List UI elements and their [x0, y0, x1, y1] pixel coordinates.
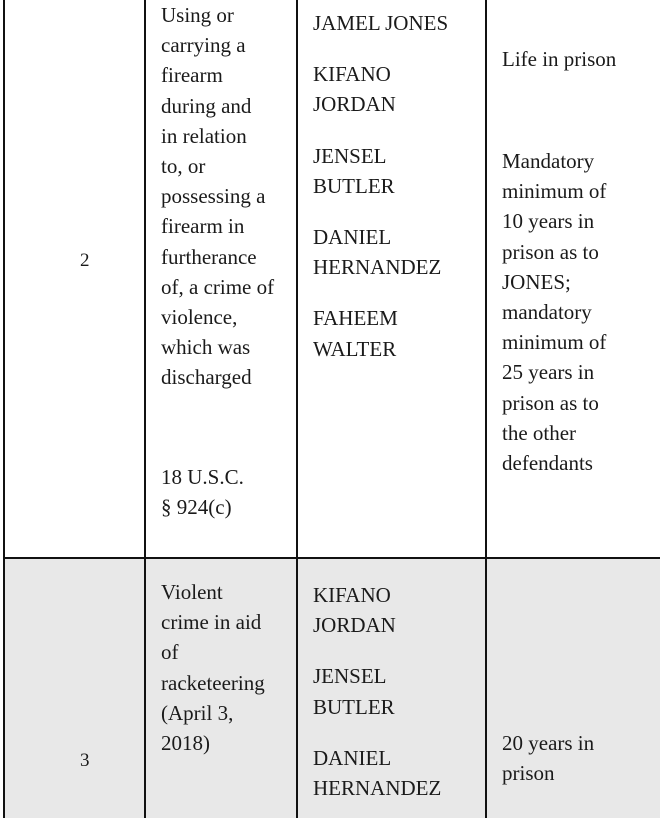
charge-line: crime in aid	[161, 610, 262, 635]
charge-line: firearm	[161, 63, 223, 88]
min-penalty	[502, 146, 657, 478]
charge-line: possessing a	[161, 184, 266, 209]
count-number: 2	[80, 250, 90, 271]
charge-line: during and	[161, 93, 252, 118]
defendant-name: BUTLER	[313, 173, 395, 198]
charge-line: of, a crime of	[161, 274, 275, 299]
defendant-name: DANIEL	[313, 225, 392, 250]
row-divider	[3, 557, 660, 559]
penalty-line: defendants	[502, 451, 593, 476]
penalty-line: prison as to	[502, 390, 599, 415]
max-penalty	[502, 728, 657, 788]
penalty-line: 20 years in	[502, 731, 595, 755]
charge-line: to, or	[161, 154, 206, 179]
defendant-name: KIFANO	[313, 62, 391, 87]
charge-line: which was	[161, 335, 251, 360]
penalty-line: 10 years in	[502, 209, 595, 234]
charge-line: firearm in	[161, 214, 245, 239]
column-divider	[485, 0, 487, 818]
penalty-line: the other	[502, 420, 577, 445]
column-divider	[144, 0, 146, 818]
defendant-name: JENSEL	[313, 664, 387, 689]
penalty-line: Mandatory	[502, 149, 595, 173]
defendant-name: DANIEL	[313, 745, 392, 770]
charge-line: Violent	[161, 580, 223, 604]
penalty-line: 25 years in	[502, 360, 595, 385]
charge-line: 2018)	[161, 731, 210, 756]
statute-line: § 924(c)	[161, 495, 232, 520]
defendant-name: JORDAN	[313, 92, 396, 117]
charge-description	[161, 0, 293, 393]
defendant-name: BUTLER	[313, 694, 395, 719]
charge-line: violence,	[161, 305, 238, 330]
defendant-name: JAMEL JONES	[313, 11, 449, 35]
defendant-name: HERNANDEZ	[313, 776, 442, 801]
charge-line: carrying a	[161, 33, 246, 58]
penalty-line: minimum of	[502, 330, 607, 355]
statute-citation	[161, 462, 293, 522]
charge-line: furtherance	[161, 244, 257, 269]
penalty-line: prison as to	[502, 239, 599, 264]
charge-line: of	[161, 640, 179, 665]
defendant-name: JORDAN	[313, 613, 396, 638]
charge-line: in relation	[161, 123, 247, 148]
charge-description	[161, 577, 293, 758]
statute-line: 18 U.S.C.	[161, 465, 244, 489]
penalty-line: minimum of	[502, 179, 607, 204]
defendant-list	[313, 8, 483, 364]
table-border-left	[3, 0, 5, 818]
defendant-name: FAHEEM	[313, 306, 398, 331]
penalty-line: prison	[502, 761, 555, 786]
penalty-line: mandatory	[502, 300, 592, 325]
charge-line: racketeering	[161, 670, 265, 695]
defendant-name: WALTER	[313, 336, 397, 361]
charge-line: (April 3,	[161, 700, 234, 725]
column-divider	[296, 0, 298, 818]
count-number: 3	[80, 750, 90, 771]
defendant-name: JENSEL	[313, 143, 387, 168]
defendant-name: HERNANDEZ	[313, 255, 442, 280]
defendant-list	[313, 580, 483, 803]
max-penalty: Life in prison	[502, 47, 617, 71]
charge-line: discharged	[161, 365, 252, 390]
charge-line: Using or	[161, 3, 234, 27]
penalty-line: JONES;	[502, 269, 571, 294]
defendant-name: KIFANO	[313, 583, 391, 607]
